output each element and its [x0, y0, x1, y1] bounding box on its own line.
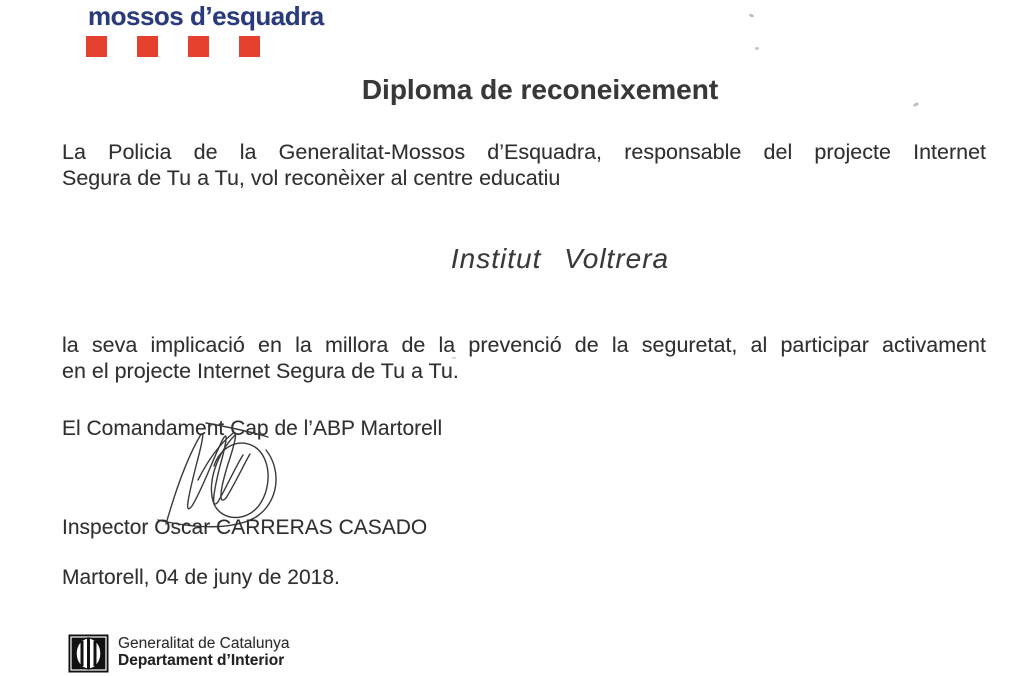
logo-square: [239, 36, 260, 57]
scan-speck: [913, 102, 920, 107]
scan-speck: [749, 13, 755, 18]
school-name: Institut Voltrera: [450, 243, 670, 274]
body-paragraph: [62, 332, 986, 384]
paragraph-line: la seva implicació en la millora de la prevenció de la seguretat, al participar activament: [62, 333, 986, 357]
scan-speck: [452, 357, 456, 359]
paragraph-line: en el projecte Internet Segura de Tu a Tu.: [62, 359, 459, 383]
signer-role: El Comandament Cap de l’ABP Martorell: [62, 417, 443, 440]
generalitat-shield-icon: [68, 634, 109, 673]
logo-square: [188, 36, 209, 57]
page-title: Diploma de reconeixement: [361, 74, 719, 105]
place-date: Martorell, 04 de juny de 2018.: [62, 566, 340, 589]
footer-department: Departament d’Interior: [118, 652, 285, 669]
scan-speck: [755, 47, 759, 50]
signer-name: Inspector Oscar CARRERAS CASADO: [62, 516, 428, 539]
paragraph-line: La Policia de la Generalitat-Mossos d’Esquadra, responsable del projecte Internet: [62, 140, 986, 164]
footer-org-name: Generalitat de Catalunya: [118, 635, 290, 652]
logo-square: [86, 36, 107, 57]
paragraph-line: Segura de Tu a Tu, vol reconèixer al centre educatiu: [62, 166, 561, 190]
logo-square: [137, 36, 158, 57]
intro-paragraph: [62, 139, 986, 191]
mossos-logo-text: mossos d’esquadra: [88, 1, 324, 31]
mossos-logo-squares: [86, 36, 386, 58]
